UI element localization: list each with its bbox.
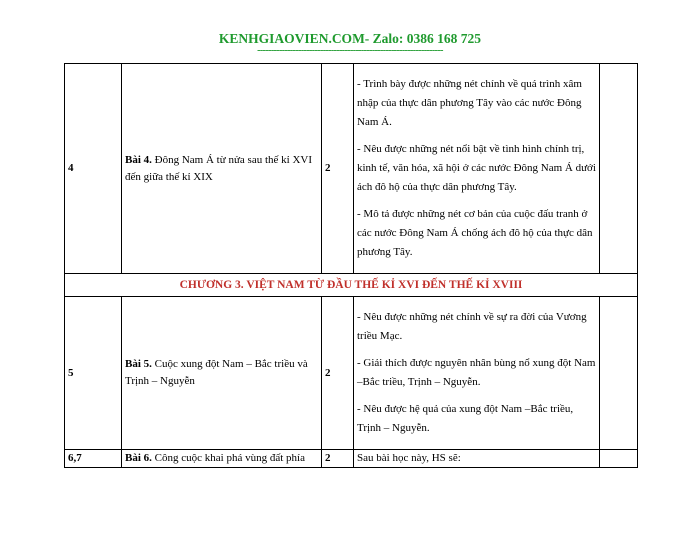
lesson-label: Bài 5. bbox=[125, 358, 152, 370]
requirement-item: - Nêu được những nét nổi bật về tình hình chính trị, kinh tế, văn hóa, xã hội ở các nước Đông Nam Á dưới ách đô hộ của thực dân phương Tây. bbox=[357, 143, 596, 193]
lesson-title-cell bbox=[122, 450, 322, 468]
lesson-number-cell: 5 bbox=[65, 297, 122, 450]
header-divider: -------------------------------------------------------------------- bbox=[257, 45, 443, 56]
requirements-cell bbox=[354, 450, 600, 468]
table-row bbox=[65, 450, 638, 468]
lesson-number-cell: 4 bbox=[65, 64, 122, 274]
lesson-plan-table bbox=[64, 63, 638, 468]
requirements-cell bbox=[354, 297, 600, 450]
lesson-title: Cuộc xung đột Nam – Bắc triều và Trịnh – Nguyễn bbox=[125, 358, 308, 387]
chapter-row bbox=[65, 274, 638, 297]
lesson-title: Đông Nam Á từ nửa sau thế kỉ XVI đến giữa thế kỉ XIX bbox=[125, 153, 312, 183]
requirement-item: - Nêu được những nét chính về sự ra đời của Vương triều Mạc. bbox=[357, 311, 587, 342]
periods-cell: 2 bbox=[322, 64, 354, 274]
table-row bbox=[65, 297, 638, 450]
requirement-item: - Nêu được hệ quả của xung đột Nam –Bắc triều, Trịnh – Nguyễn. bbox=[357, 403, 574, 434]
lesson-label: Bài 4. bbox=[125, 153, 152, 166]
periods-cell: 2 bbox=[322, 450, 354, 468]
site-header: KENHGIAOVIEN.COM- Zalo: 0386 168 725 bbox=[218, 31, 482, 46]
periods-cell: 2 bbox=[322, 297, 354, 450]
chapter-heading: CHƯƠNG 3. VIỆT NAM TỪ ĐẦU THẾ KỈ XVI ĐẾN THẾ KỈ XVIII bbox=[65, 274, 638, 297]
requirement-item: Sau bài học này, HS sẽ: bbox=[357, 452, 461, 464]
lesson-title-cell bbox=[122, 64, 322, 274]
requirement-item: - Mô tả được những nét cơ bản của cuộc đấu tranh ở các nước Đông Nam Á chống ách đô hộ của thực dân phương Tây. bbox=[357, 208, 593, 258]
notes-cell bbox=[600, 297, 638, 450]
lesson-title-cell bbox=[122, 297, 322, 450]
notes-cell bbox=[600, 64, 638, 274]
notes-cell bbox=[600, 450, 638, 468]
table-row bbox=[65, 64, 638, 274]
requirements-cell bbox=[354, 64, 600, 274]
requirement-item: - Giải thích được nguyên nhân bùng nổ xung đột Nam –Bắc triều, Trịnh – Nguyễn. bbox=[357, 357, 596, 388]
lesson-number-cell: 6,7 bbox=[65, 450, 122, 468]
requirement-item: - Trình bày được những nét chính về quá trình xâm nhập của thực dân phương Tây vào các nước Đông Nam Á. bbox=[357, 78, 582, 128]
lesson-label: Bài 6. bbox=[125, 452, 152, 464]
lesson-title: Công cuộc khai phá vùng đất phía bbox=[151, 452, 305, 464]
